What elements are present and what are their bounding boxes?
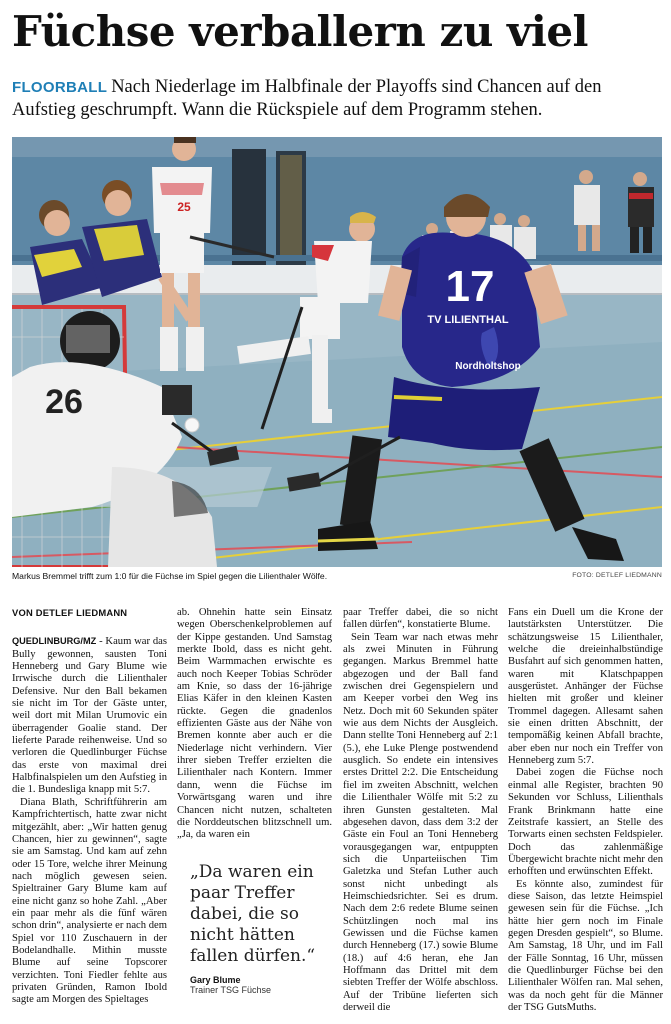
paragraph: Sein Team war nach etwas mehr als zwei Minuten in Führung gegangen. Markus Bremmel hatte abgezogen und der Ball fand zwischen drei Gegenspielern und am Keeper vorbei den Weg ins Netz. Doch mit 60 Sekunden später wie aus dem Nichts der Ausgleich. Dann stellte Toni Henneberg auf 2:1 (5.), ehe Luke Plenge postwendend ausglich. So endete ein intensives erstes Drittel 2:2. Die Entscheidung fiel im zweiten Abschnitt, welchen die Lilienthaler Wölfe mit 5:2 zu ihren Gunsten gestalteten. Mal abgesehen davon, dass dem 3:2 der Gäste ein Foul an Toni Henneberg vorausgegangen war, entpuppten sich die Unparteiischen Tim Galetzka und Stefan Luther auch sonst nicht unbedingt als Heimschiedsrichter. Sei es drum. Nach dem 2:6 redete Blume seinen Schützlingen noch mal ins Gewissen und die Füchse kamen durch Henneberg (17.) sowie Blume (18.) auf 4:6 heran, ehe Jan Hoffmann das Drittel mit dem siebten Treffer der Wölfe abschloss. Auf der Tribüne lieferten sich derweil die [343, 631, 498, 1013]
paragraph: Es könnte also, zumindest für diese Saison, das letzte Heimspiel gewesen sein für die Füchse. „Ich hätte hier gern noch im Finale gegen Dresden gespielt“, so Blume. Am Samstag, 18 Uhr, und im Fall der Fälle Sonntag, 16 Uhr, müssen die Quedlinburger Füchse bei den Lilienthaler Wölfen ran. Mal sehen, was da noch geht für die Männer der TSG GutsMuths. [508, 878, 663, 1013]
jersey-team-label: TV LILIENTHAL [427, 314, 509, 326]
pull-quote-role: Trainer TSG Füchse [190, 985, 272, 995]
paragraph: QUEDLINBURG/MZ - Kaum war das Bully gewonnen, sausten Toni Henneberg und Gary Blume wie Irrwische durch die Lilienthaler Defensive. Nur den Ball bekamen sie nicht im Tor der Gäste unter, weil dort mit Milan Urumovic ein überragender Goalie stand. Der lieferte Parade reihenweise. Und so verloren die Quedlinburger Füchse das erste von maximal drei Halbfinalspielen um den Aufstieg in die 1. Bundesliga knapp mit 5:7. [12, 636, 167, 796]
headline: Füchse verballern zu viel [12, 7, 589, 56]
paragraph: Dabei zogen die Füchse noch einmal alle Register, brachten 90 Sekunden vor Schluss, Lilienthals Frank Brinkmann hatte eine Zeitstrafe kassiert, an Stelle des Torwarts einen sechsten Feldspieler. Doch das zahlenmäßige Übergewicht brachte nicht mehr den erhofften und erwünschten Effekt. [508, 767, 663, 878]
pull-quote-text: „Da waren ein paar Treffer dabei, die so nicht hätten fallen dürfen.“ [190, 862, 316, 966]
article-column-2 [177, 607, 332, 842]
kicker-label: FLOORBALL [12, 79, 108, 96]
paragraph: Diana Blath, Schriftführerin am Kampfrichtertisch, hatte zwar nicht mitgezählt, aber: „Wir hatten genug Chancen, hier zu gewinnen“, sagte sie am Samstag. Und kam auf zehn oder 15 Tore, welche ihrer Meinung nach möglich gewesen seien. Spieltrainer Gary Blume kam auf eine nicht ganz so hohe Zahl. „Aber ein paar mehr als die fünf wären schon drin“, analysierte er nach dem Spiel vor 110 Zuschauern in der Bodelandhalle. Mithin musste Blume auf seine Topscorer verzichten. Toni Fiedler fehlte aus privaten Gründen, Ramon Ibold sagte am Morgen des Spieltages [12, 796, 167, 1006]
photo-credit: FOTO: DETLEF LIEDMANN [572, 572, 662, 579]
paragraph: ab. Ohnehin hatte sein Einsatz wegen Oberschenkelproblemen auf der Kippe gestanden. Und Samstag merkte Ibold, dass es nicht geht. Beim Warmmachen erwischte es auch noch Keeper Tobias Schröder am Knie, so dass der 16-jährige Elias Käfer in den kleinen Kasten rückte. Gegen die gnadenlos effizienten Gäste aus der Nähe von Bremen konnte aber auch er die Niederlage nicht verhindern. Vier ihrer sieben Treffer erzielten die Lilienthaler nach Kontern. Immer dann, wenn die Füchse im Vorwärtsgang waren und ihre Chancen nicht nutzen, schalteten die Norddeutschen blitzschnell um. „Ja, da waren ein [177, 607, 332, 841]
pull-quote [190, 862, 335, 995]
paragraph: paar Treffer dabei, die so nicht fallen dürfen“, konstatierte Blume. [343, 607, 498, 631]
standfirst-text: Nach Niederlage im Halbfinale der Playoffs sind Chancen auf den Aufstieg geschrumpft. Wann die Rückspiele auf dem Programm stehen. [12, 77, 602, 120]
goalie-number-26: 26 [45, 383, 83, 421]
pull-quote-name: Gary Blume [190, 975, 241, 985]
article-photo [12, 137, 662, 567]
article-column-4 [508, 607, 663, 1017]
photo-caption: Markus Bremmel trifft zum 1:0 für die Füchse im Spiel gegen die Lilienthaler Wölfe. [12, 571, 328, 581]
paragraph: Fans ein Duell um die Krone der lautstärksten Unterstützer. Die schätzungsweise 15 Lilienthaler, welche die dreieinhalbstündige Busfahrt auf sich genommen hatten, waren mit Klatschpappen ausgerüstet. Anhänger der Füchse hielten mit großer und kleiner Trommel dagegen. Allesamt sahen sie einen dritten Abschnitt, der tempomäßig keinen Abfall brachte, aber eben nur noch ein Treffer von Henneberg zum 5:7. [508, 607, 663, 767]
article-column-1 [12, 607, 167, 1017]
article-column-3 [343, 607, 498, 1017]
player-number-25: 25 [177, 200, 191, 214]
jersey-number-17: 17 [445, 262, 495, 311]
standfirst [12, 76, 662, 122]
byline: VON DETLEF LIEDMANN [12, 607, 128, 618]
jersey-sponsor-label: Nordholtshop [455, 361, 521, 372]
dateline: QUEDLINBURG/MZ [12, 636, 97, 647]
